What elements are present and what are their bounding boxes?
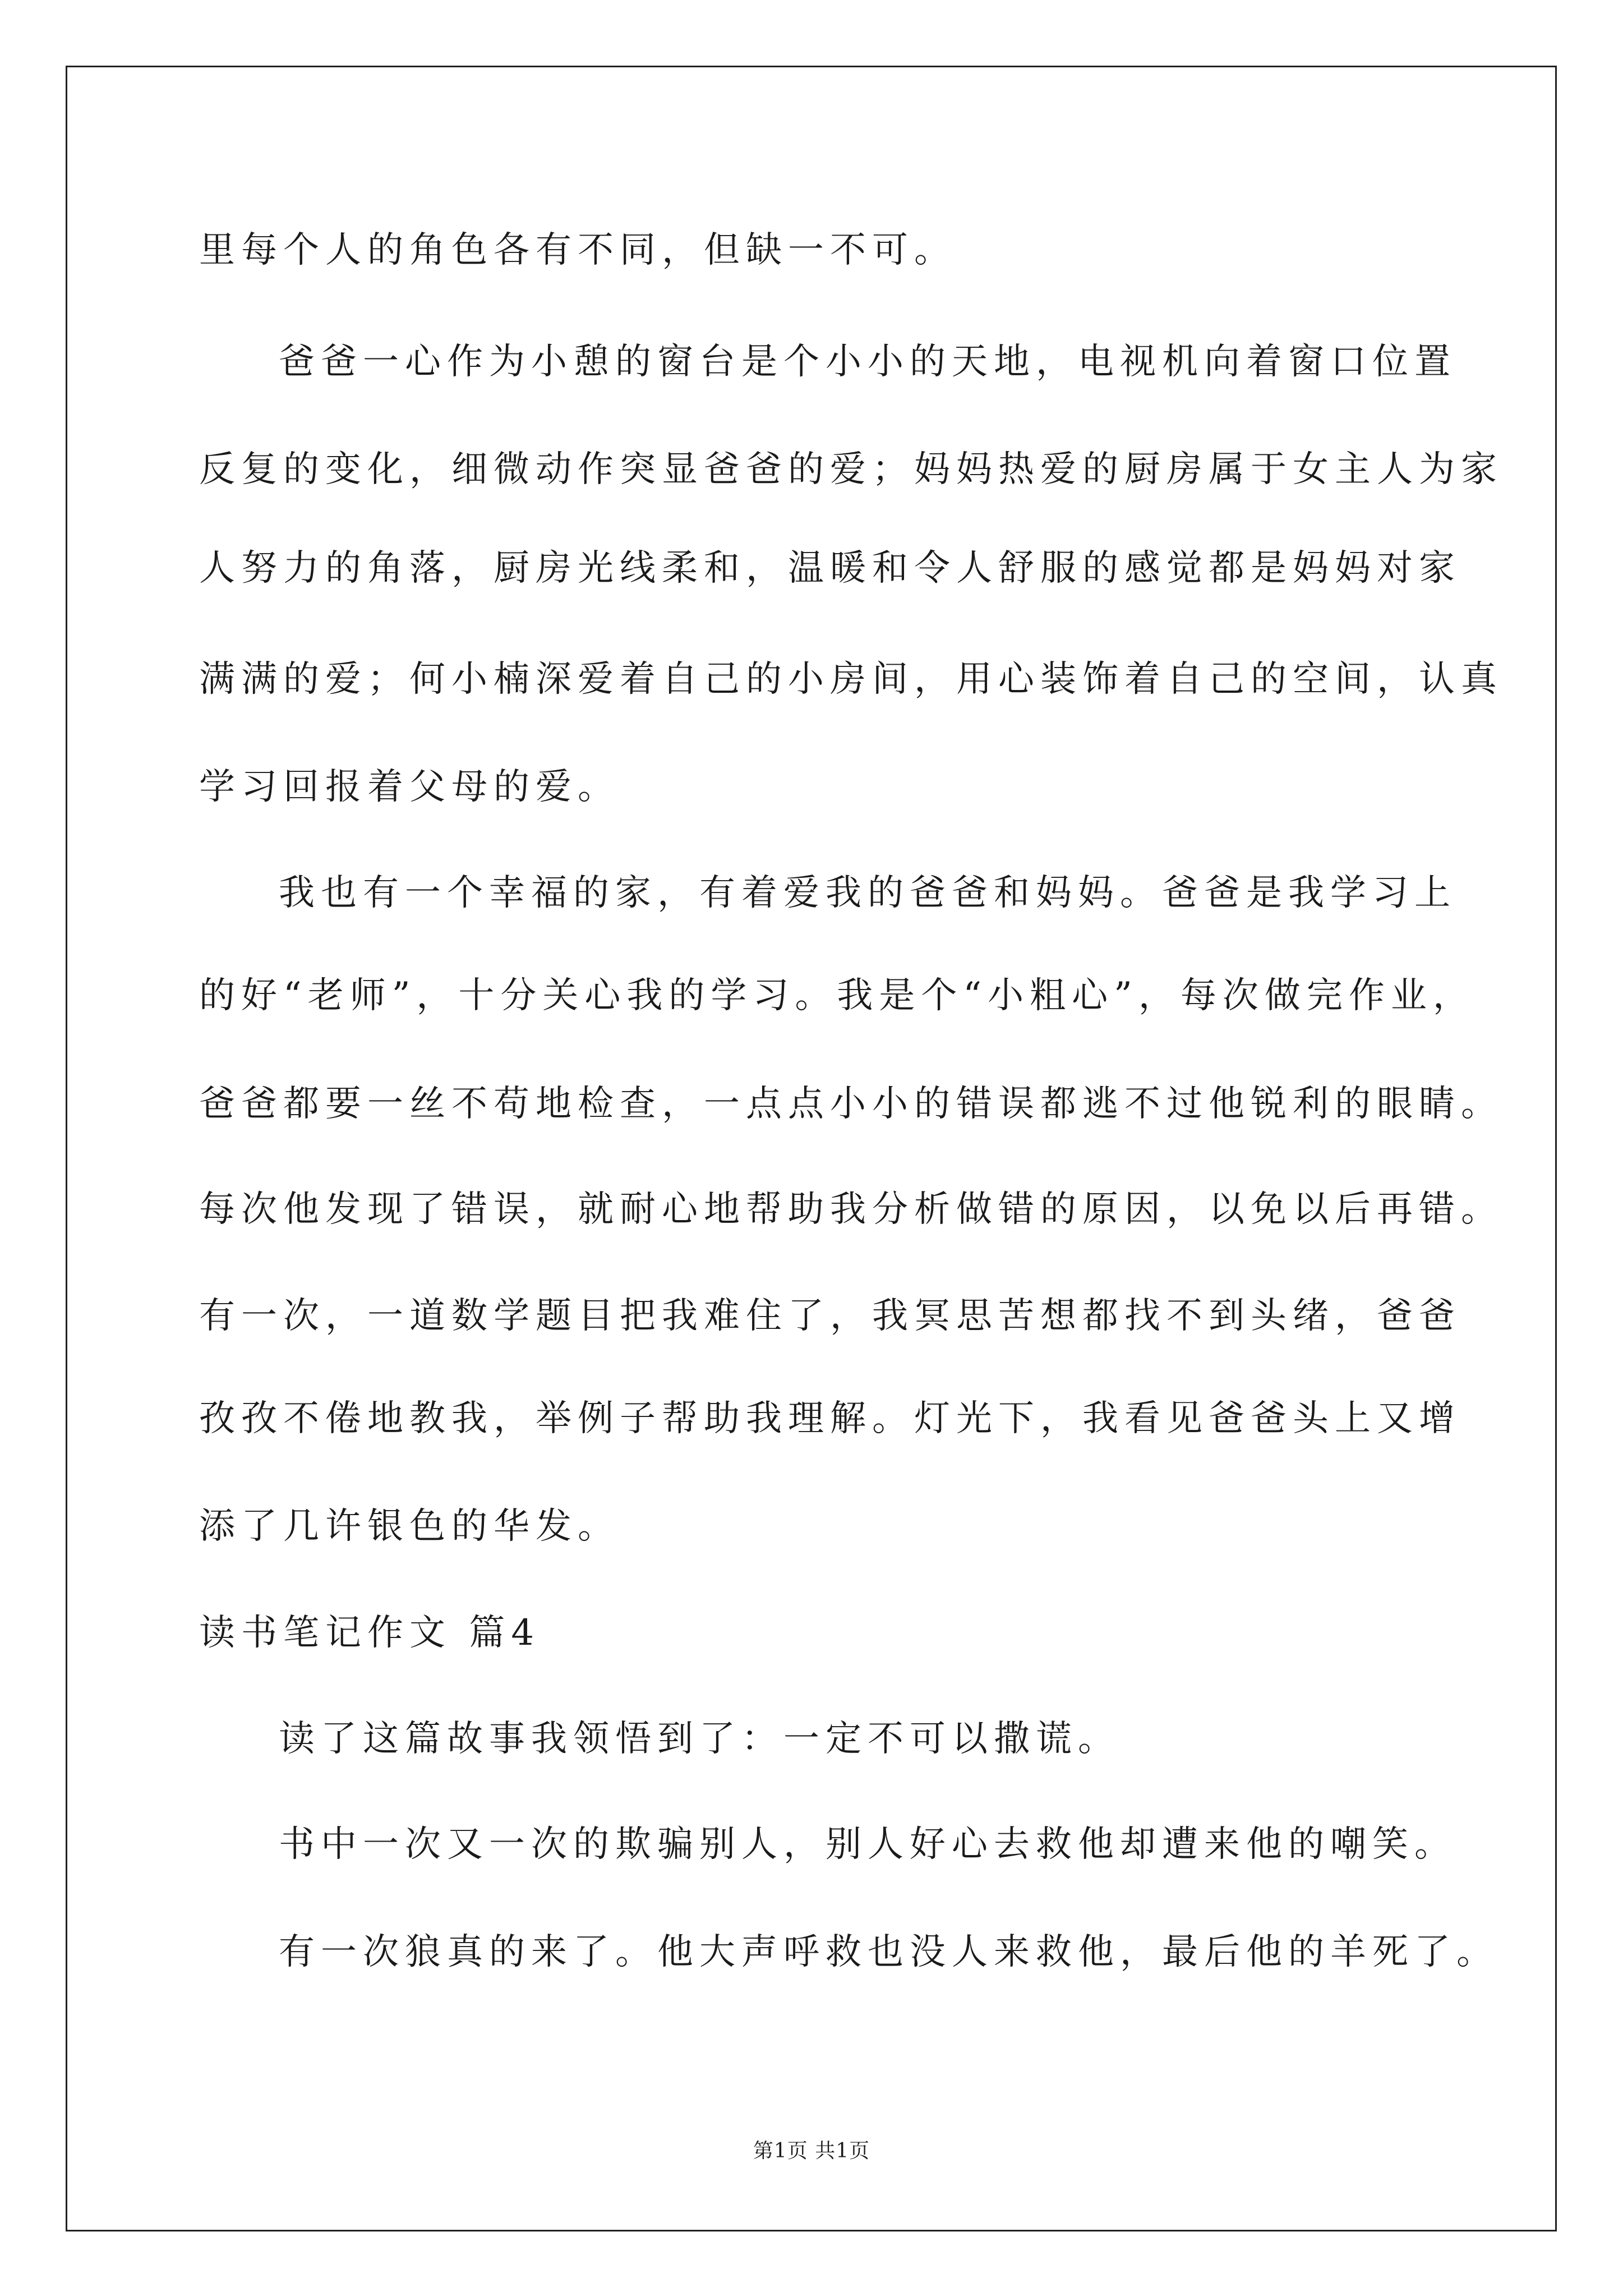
- paragraph-3-line-1: 我也有一个幸福的家，有着爱我的爸爸和妈妈。爸爸是我学习上: [279, 872, 1456, 914]
- paragraph-6: 有一次狼真的来了。他大声呼救也没人来救他，最后他的羊死了。: [279, 1931, 1498, 1973]
- paragraph-2-line-5: 学习回报着父母的爱。: [199, 766, 620, 808]
- paragraph-3-line-7: 添了几许银色的华发。: [199, 1506, 620, 1547]
- paragraph-2-line-1: 爸爸一心作为小憩的窗台是个小小的天地，电视机向着窗口位置: [279, 341, 1456, 383]
- paragraph-1-line-1: 里每个人的角色各有不同，但缺一不可。: [199, 229, 956, 271]
- paragraph-2-line-3: 人努力的角落，厨房光线柔和，温暖和令人舒服的感觉都是妈妈对家: [199, 547, 1461, 589]
- paragraph-3-line-6: 孜孜不倦地教我，举例子帮助我理解。灯光下，我看见爸爸头上又增: [199, 1398, 1461, 1439]
- paragraph-3-line-3: 爸爸都要一丝不苟地检查，一点点小小的错误都逃不过他锐利的眼睛。: [199, 1083, 1503, 1125]
- paragraph-3-line-5: 有一次，一道数学题目把我难住了，我冥思苦想都找不到头绪，爸爸: [199, 1295, 1461, 1337]
- paragraph-3-line-2: 的好“老师”，十分关心我的学习。我是个“小粗心”，每次做完作业，: [199, 975, 1475, 1016]
- paragraph-3-line-4: 每次他发现了错误，就耐心地帮助我分析做错的原因，以免以后再错。: [199, 1189, 1503, 1230]
- paragraph-5: 书中一次又一次的欺骗别人，别人好心去救他却遭来他的嘲笑。: [279, 1824, 1456, 1865]
- page-border: [66, 66, 1557, 2231]
- paragraph-4: 读了这篇故事我领悟到了：一定不可以撒谎。: [279, 1718, 1120, 1760]
- page-footer: 第1页 共1页: [753, 2139, 870, 2162]
- paragraph-2-line-4: 满满的爱；何小楠深爱着自己的小房间，用心装饰着自己的空间，认真: [199, 659, 1503, 700]
- paragraph-2-line-2: 反复的变化，细微动作突显爸爸的爱；妈妈热爱的厨房属于女主人为家: [199, 449, 1503, 490]
- section-heading: 读书笔记作文 篇4: [199, 1612, 541, 1654]
